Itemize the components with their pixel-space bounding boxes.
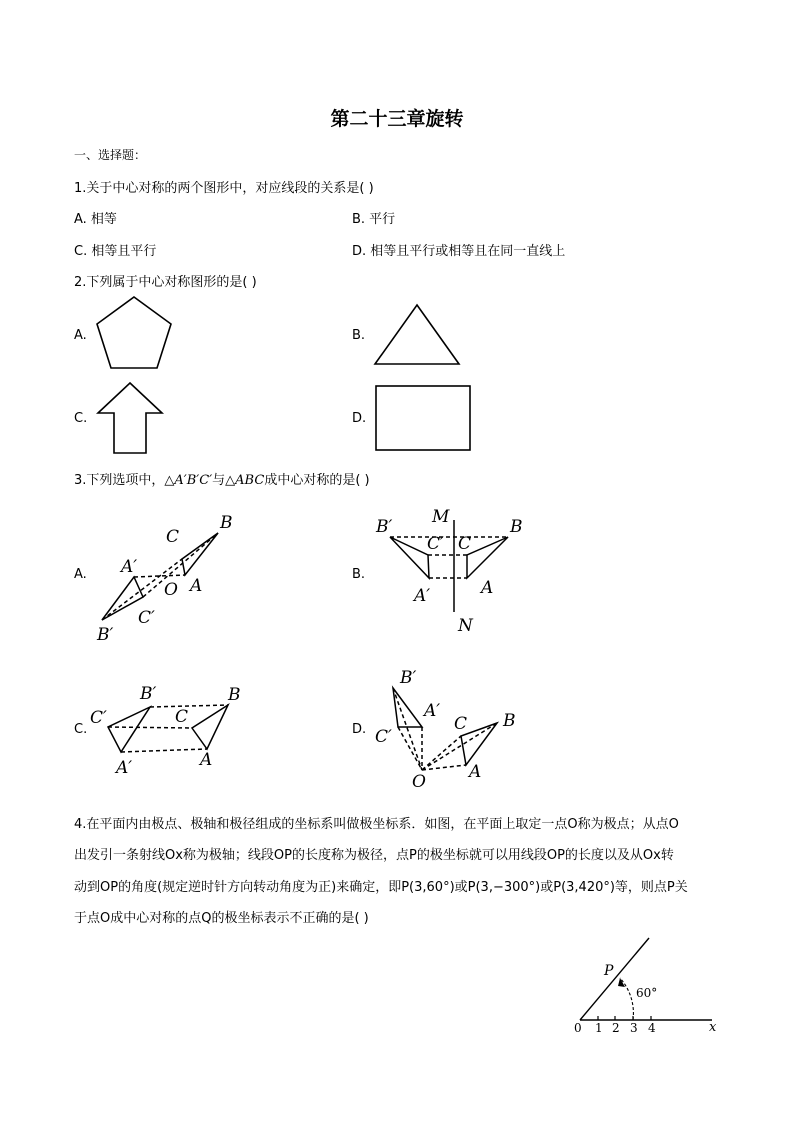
fig-a-label-a: A [190, 576, 203, 596]
section-heading: 一、选择题： [74, 148, 147, 162]
q3-stem-post: 成中心对称的是( ) [264, 473, 370, 488]
fig-b-label-n: N [458, 616, 473, 636]
q4-line-4: 于点O成中心对称的点Q的极坐标表示不正确的是( ) [74, 911, 369, 926]
fig-d-label-b-prime: B′ [400, 668, 417, 688]
q4-line-2: 出发引一条射线Ox称为极轴；线段OP的长度称为极径，点P的极坐标就可以用线段OP的长度以及从Ox转 [74, 848, 674, 863]
fig-b-label-b-prime: B′ [376, 517, 393, 537]
fig-c-label-c: C [175, 707, 189, 727]
q2-stem: 2.下列属于中心对称图形的是( ) [74, 275, 257, 290]
fig-b-label-c: C [458, 534, 472, 554]
fig-b-label-m: M [432, 507, 450, 527]
q3-option-c[interactable]: C. [74, 722, 88, 737]
q3-option-d[interactable]: D. [352, 722, 367, 737]
fig-a-label-c-prime: C′ [138, 608, 155, 628]
q3-stem-mid: 与 [212, 473, 226, 488]
q3-triangle-2: △ABC [225, 473, 265, 488]
fig-c-label-a-prime: A′ [116, 758, 133, 778]
q2-option-a[interactable]: A. [74, 328, 87, 343]
q1-option-a[interactable]: A. 相等 [74, 212, 117, 227]
polar-ray [580, 938, 649, 1020]
origin-label: 0 [574, 1021, 582, 1035]
tick-label-2: 2 [612, 1021, 620, 1035]
fig-b-label-a: A [481, 578, 494, 598]
fig-d-label-a-prime: A′ [424, 701, 441, 721]
q1-stem: 1.关于中心对称的两个图形中，对应线段的关系是( ) [74, 181, 374, 196]
fig-c-label-c-prime: C′ [90, 708, 107, 728]
q3-stem-pre: 3.下列选项中， [74, 473, 165, 488]
tick-label-3: 3 [630, 1021, 638, 1035]
fig-d-label-c-prime: C′ [375, 727, 392, 747]
fig-c-label-b: B [228, 685, 241, 705]
q3-triangle-1: △A′B′C′ [164, 473, 213, 488]
fig-b-label-a-prime: A′ [414, 586, 431, 606]
arc-arrowhead [618, 978, 625, 987]
q4-line-1: 4.在平面内由极点、极轴和极径组成的坐标系叫做极坐标系．如图，在平面上取定一点O称为极点；从点O [74, 817, 679, 832]
fig-b-label-c-prime: C′ [427, 534, 444, 554]
fig-c-label-b-prime: B′ [140, 684, 157, 704]
q3-option-b[interactable]: B. [352, 567, 366, 582]
fig-d-label-c: C [454, 714, 468, 734]
fig-a-label-o: O [164, 580, 178, 600]
q1-option-d[interactable]: D. 相等且平行或相等且在同一直线上 [352, 244, 566, 259]
tick-label-4: 4 [648, 1021, 656, 1035]
fig-d-label-b: B [503, 711, 516, 731]
fig-c-label-a: A [200, 750, 213, 770]
fig-d-label-a: A [469, 762, 482, 782]
angle-label: 60° [636, 986, 658, 1000]
fig-a-label-b: B [220, 513, 233, 533]
q4-line-3: 动到OP的角度(规定逆时针方向转动角度为正)来确定，即P(3,60°)或P(3,−300°)或P(3,420°)等，则点P关 [74, 880, 688, 895]
fig-a-label-a-prime: A′ [121, 557, 138, 577]
q1-option-b[interactable]: B. 平行 [352, 212, 396, 227]
fig-b-label-b: B [510, 517, 523, 537]
fig-d-label-o: O [412, 772, 426, 792]
page-title: 第二十三章旋转 [330, 108, 464, 130]
tick-label-1: 1 [595, 1021, 603, 1035]
point-p-label: P [604, 963, 614, 979]
q2-option-c[interactable]: C. [74, 411, 88, 426]
q3-option-a[interactable]: A. [74, 567, 87, 582]
fig-a-label-b-prime: B′ [97, 625, 114, 645]
fig-a-label-c: C [166, 527, 180, 547]
axis-x-label: x [709, 1020, 717, 1035]
q1-option-c[interactable]: C. 相等且平行 [74, 244, 157, 259]
q2-option-b[interactable]: B. [352, 328, 366, 343]
q2-option-d[interactable]: D. [352, 411, 367, 426]
